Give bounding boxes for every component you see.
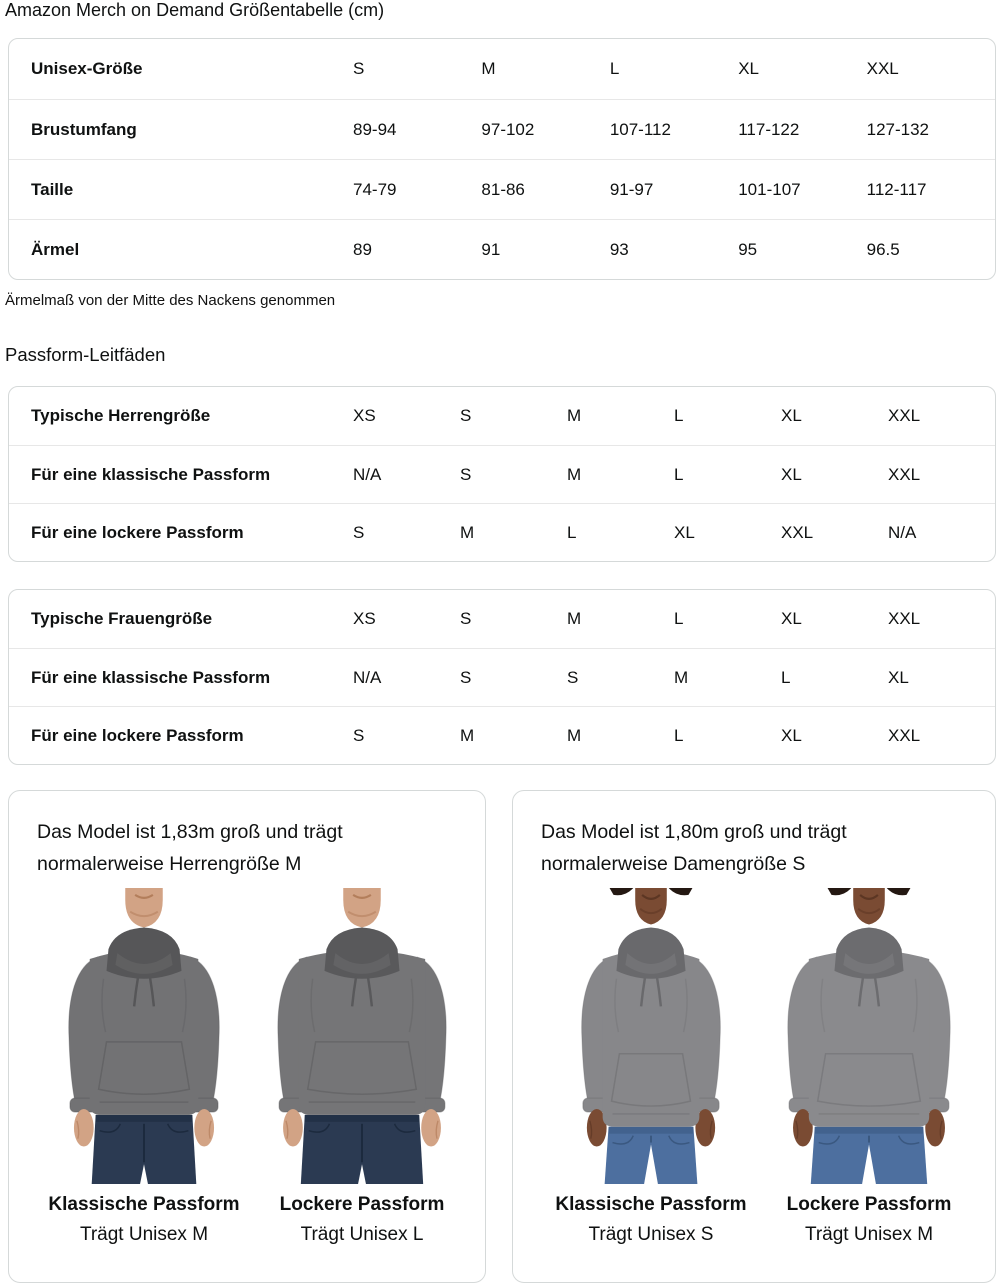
female-loose-fit-photo [763,888,975,1184]
cell-value: XXL [888,609,921,628]
male-model-card [8,790,486,1283]
row-label: Für eine klassische Passform [31,464,271,484]
fit-label: Klassische Passform [555,1194,747,1215]
cell-value: 81-86 [481,179,525,199]
womens-fit-table [8,589,996,765]
size-worn-label: Trägt Unisex M [79,1224,209,1245]
row-label: Für eine lockere Passform [31,725,244,745]
cell-value: S [353,59,365,78]
female-model-card-title: Das Model ist 1,80m groß und trägt normalerweise Damengröße S [541,821,847,875]
cell-value: S [460,667,472,687]
cell-value: L [674,464,684,484]
cell-value: M [567,464,582,484]
cell-value: S [353,522,365,542]
male-classic-fit-photo [38,888,250,1184]
cell-value: L [567,522,577,542]
sleeve-measure-note: Ärmelmaß von der Mitte des Nackens genommen [5,292,336,309]
cell-value: XL [781,725,802,745]
size-worn-label: Trägt Unisex S [588,1224,714,1245]
fit-label: Lockere Passform [786,1194,952,1215]
cell-value: N/A [353,464,382,484]
cell-value: XS [353,609,376,628]
fit-label: Lockere Passform [279,1194,445,1215]
cell-value: XXL [866,59,899,78]
cell-value: S [353,725,365,745]
table-row [9,39,995,99]
cell-value: 127-132 [866,119,930,139]
cell-value: L [609,59,620,78]
female-classic-fit-photo [545,888,757,1184]
female-model-card [512,790,996,1283]
cell-value: XL [781,609,802,628]
page-title: Amazon Merch on Demand Größentabelle (cm) [5,0,385,20]
cell-value: L [781,667,791,687]
cell-value: N/A [888,522,917,542]
row-label: Für eine klassische Passform [31,667,271,687]
cell-value: L [674,725,684,745]
table-row [9,387,995,445]
row-label: Taille [31,179,74,199]
cell-value: 101-107 [738,179,801,199]
mens-fit-table [8,386,996,562]
table-row [9,445,995,503]
cell-value: S [567,667,579,687]
male-loose-fit-photo [256,888,468,1184]
fit-label: Klassische Passform [48,1194,240,1215]
male-model-card-title: Das Model ist 1,83m groß und trägt normalerweise Herrengröße M [37,821,343,875]
male-loose-fit-figure [256,888,468,1250]
row-label: Unisex-Größe [31,59,143,78]
cell-value: M [567,609,582,628]
table-row [9,503,995,561]
size-worn-label: Trägt Unisex L [300,1224,424,1245]
cell-value: S [460,406,472,425]
cell-value: XXL [888,725,921,745]
cell-value: XL [781,406,802,425]
table-row [9,648,995,706]
female-classic-fit-figure [545,888,757,1250]
cell-value: XXL [888,464,921,484]
cell-value: L [674,406,684,425]
cell-value: S [460,609,472,628]
cell-value: 91 [481,239,501,259]
cell-value: M [481,59,496,78]
unisex-size-table [8,38,996,280]
female-model-photos [541,888,979,1250]
row-label: Typische Frauengröße [31,609,213,628]
cell-value: 97-102 [481,119,535,139]
cell-value: L [674,609,684,628]
table-row [9,590,995,648]
female-loose-fit-figure [763,888,975,1250]
male-classic-fit-figure [38,888,250,1250]
cell-value: 112-117 [866,179,927,199]
cell-value: 95 [738,239,758,259]
cell-value: S [460,464,472,484]
cell-value: 74-79 [353,179,397,199]
cell-value: 89-94 [353,119,397,139]
cell-value: XXL [888,406,921,425]
male-model-photos [37,888,469,1250]
table-row [9,219,995,279]
row-label: Für eine lockere Passform [31,522,244,542]
size-worn-label: Trägt Unisex M [804,1224,934,1245]
cell-value: M [460,725,475,745]
cell-value: XXL [781,522,814,542]
cell-value: XL [674,522,695,542]
table-row [9,159,995,219]
cell-value: 96.5 [866,239,900,259]
row-label: Brustumfang [31,119,137,139]
cell-value: XL [888,667,909,687]
cell-value: 107-112 [609,119,671,139]
cell-value: M [460,522,475,542]
cell-value: 91-97 [609,179,654,199]
table-row [9,99,995,159]
fit-guides-heading: Passform-Leitfäden [5,344,166,365]
cell-value: M [567,406,582,425]
cell-value: M [674,667,689,687]
cell-value: N/A [353,667,382,687]
row-label: Typische Herrengröße [31,406,211,425]
cell-value: XL [781,464,802,484]
cell-value: XL [738,59,760,78]
cell-value: XS [353,406,376,425]
cell-value: M [567,725,582,745]
cell-value: 89 [353,239,372,259]
cell-value: 93 [609,239,629,259]
cell-value: 117-122 [738,119,800,139]
table-row [9,706,995,764]
row-label: Ärmel [31,239,80,259]
